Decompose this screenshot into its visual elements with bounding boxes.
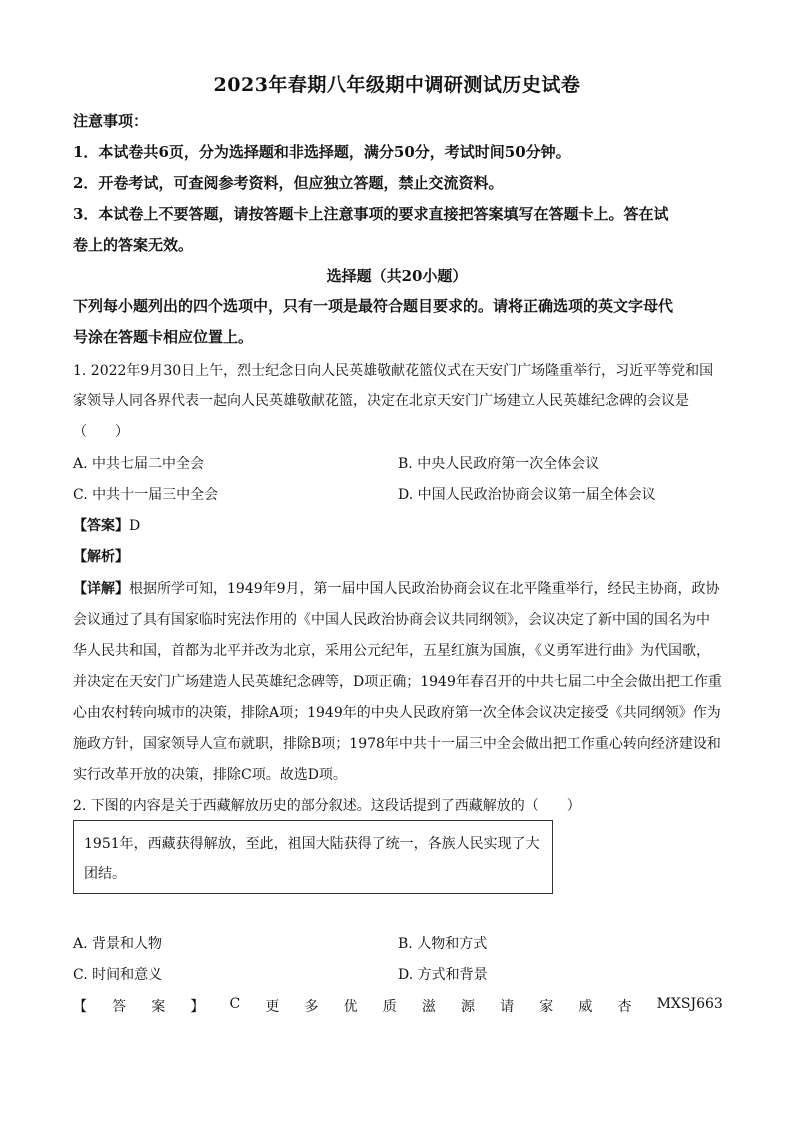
notice-item-1: 1．本试卷共6页，分为选择题和非选择题，满分50分，考试时间50分钟。 [73, 143, 571, 161]
answer-tag: 【答案】 [73, 518, 129, 534]
answer-char: 威 [578, 999, 593, 1015]
answer-char: 案 [151, 999, 166, 1015]
notice-heading: 注意事项： [73, 112, 149, 130]
answer-char: 优 [343, 999, 358, 1015]
q1-detail-1 [73, 578, 720, 598]
q1-analysis-tag [73, 546, 129, 566]
watermark-code: MXSJ663 [656, 996, 723, 1012]
q2-option-d: D. 方式和背景 [398, 967, 488, 983]
q1-option-c: C. 中共十一届三中全会 [73, 487, 219, 503]
q1-stem-2: 家领导人同各界代表一起向人民英雄敬献花篮，决定在北京天安门广场建立人民英雄纪念碑的会议是 [73, 393, 689, 409]
q1-stem-1: 1. 2022年9月30日上午，烈士纪念日向人民英雄敬献花篮仪式在天安门广场隆重举行，习近平等党和国 [73, 363, 714, 379]
answer-char: 家 [539, 999, 554, 1015]
answer-char: 滋 [421, 999, 436, 1015]
q2-stem: 2. 下图的内容是关于西藏解放历史的部分叙述。这段话提到了西藏解放的（ ） [73, 798, 581, 814]
q1-detail-5: 心由农村转向城市的决策，排除A项；1949年的中央人民政府第一次全体会议决定接受《共同纲领》作为 [73, 705, 721, 721]
answer-char: 更 [265, 999, 280, 1015]
answer-char: 请 [500, 999, 515, 1015]
q2-option-a: A. 背景和人物 [73, 936, 163, 952]
answer-char: 】 [190, 999, 205, 1015]
q1-detail-7: 实行改革开放的决策，排除C项。故选D项。 [73, 767, 347, 783]
q1-option-d: D. 中国人民政治协商会议第一届全体会议 [398, 487, 656, 503]
q1-detail-6: 施政方针，国家领导人宣布就职，排除B项；1978年中共十一届三中全会做出把工作重心转向经济建设和 [73, 736, 721, 752]
q1-detail-2: 会议通过了具有国家临时宪法作用的《中国人民政治协商会议共同纲领》，会议决定了新中国的国名为中 [73, 612, 710, 628]
section-instruction-2: 号涂在答题卡相应位置上。 [73, 328, 254, 346]
detail-text: 根据所学可知，1949年9月，第一届中国人民政治协商会议在北平隆重举行，经民主协商，政协 [129, 581, 720, 597]
q1-option-b: B. 中央人民政府第一次全体会议 [398, 456, 600, 472]
answer-char: 答 [112, 999, 127, 1015]
q2-answer-line [73, 996, 723, 1016]
exam-title: 2023年春期八年级期中调研测试历史试卷 [213, 74, 581, 96]
answer-char: 质 [382, 999, 397, 1015]
q1-option-a: A. 中共七届二中全会 [73, 456, 205, 472]
detail-tag: 【详解】 [73, 581, 129, 597]
q1-stem-3: （ ） [73, 424, 129, 440]
answer-char: 源 [460, 999, 475, 1015]
notice-item-3: 3．本试卷上不要答题，请按答题卡上注意事项的要求直接把答案填写在答题卡上。答在试 [73, 205, 669, 223]
answer-char: 杏 [617, 999, 632, 1015]
q2-box-line-1: 1951年，西藏获得解放，至此，祖国大陆获得了统一，各族人民实现了大 [84, 836, 540, 852]
q1-detail-3: 华人民共和国，首都为北平并改为北京，采用公元纪年，五星红旗为国旗，《义勇军进行曲》为代国歌， [73, 643, 710, 659]
analysis-tag: 【解析】 [73, 549, 129, 565]
section-instruction-1: 下列每小题列出的四个选项中，只有一项是最符合题目要求的。请将正确选项的英文字母代 [73, 297, 674, 315]
answer-char: 【 [73, 999, 87, 1015]
q1-answer [73, 515, 140, 535]
q2-option-b: B. 人物和方式 [398, 936, 488, 952]
q2-material-box [73, 820, 553, 894]
q1-detail-4: 并决定在天安门广场建造人民英雄纪念碑等，D项正确；1949年春召开的中共七届二中全会做出把工作重 [73, 674, 722, 690]
notice-item-2: 2．开卷考试，可查阅参考资料，但应独立答题，禁止交流资料。 [73, 174, 504, 192]
q2-option-c: C. 时间和意义 [73, 967, 163, 983]
notice-item-3-cont: 卷上的答案无效。 [73, 236, 194, 254]
q2-box-line-2: 团结。 [84, 866, 126, 882]
section-heading: 选择题（共20小题） [326, 267, 468, 285]
answer-char: 多 [304, 999, 319, 1015]
answer-char: C [229, 996, 241, 1012]
answer-value: D [129, 518, 141, 534]
